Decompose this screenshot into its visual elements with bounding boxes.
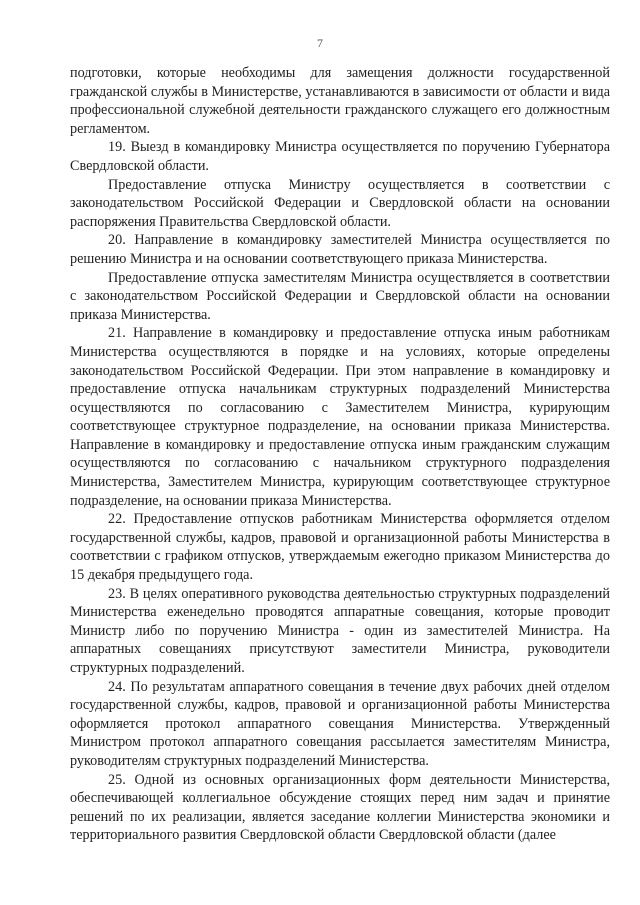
paragraph: Предоставление отпуска заместителям Министра осуществляется в соответствии с законодательством Российской Федерации и Свердловской области на основании приказа Министерства. — [70, 269, 610, 323]
paragraph: 21. Направление в командировку и предоставление отпуска иным работникам Министерства осуществляются в порядке и на условиях, которые определены законодательством Российской Федерации. При этом направление в командировку и предоставление отпуска начальникам структурных подразделений Министерства осуществляются по согласованию с Заместителем Министра, курирующим соответствующее структурное подразделение, на основании приказа Министерства. Направление в командировку и предоставление отпуска иным гражданским служащим осуществляются по согласованию с начальником структурного подразделения Министерства, Заместителем Министра, курирующим соответствующее структурное подразделение, на основании приказа Министерства. — [70, 325, 610, 509]
paragraph: 24. По результатам аппаратного совещания в течение двух рабочих дней отделом государственной службы, кадров, правовой и организационной работы Министерства оформляется протокол аппаратного совещания Министерства. Утвержденный Министром протокол аппаратного совещания рассылается заместителям Министра, руководителям структурных подразделений Министерства. — [70, 678, 610, 769]
paragraph: 25. Одной из основных организационных форм деятельности Министерства, обеспечивающей коллегиальное обсуждение стоящих перед ним задач и принятие решений по их реализации, является заседание коллегии Министерства экономики и территориального развития Свердловской области Свердловской области (далее — [70, 771, 610, 844]
paragraph: 19. Выезд в командировку Министра осуществляется по поручению Губернатора Свердловской области. — [70, 139, 610, 174]
paragraph: подготовки, которые необходимы для замещения должности государственной гражданской службы в Министерстве, устанавливаются в зависимости от области и вида профессиональной служебной деятельности гражданского служащего его должностным регламентом. — [70, 65, 610, 137]
page-number: 7 — [317, 36, 323, 50]
paragraph: 20. Направление в командировку заместителей Министра осуществляется по решению Министра и на основании соответствующего приказа Министерства. — [70, 232, 610, 267]
paragraph: 22. Предоставление отпусков работникам Министерства оформляется отделом государственной службы, кадров, правовой и организационной работы Министерства в соответствии с графиком отпусков, утверждаемым ежегодно приказом Министерства до 15 декабря предыдущего года. — [70, 511, 610, 584]
document-body — [70, 64, 610, 845]
paragraph: 23. В целях оперативного руководства деятельностью структурных подразделений Министерства еженедельно проводятся аппаратные совещания, которые проводит Министр либо по поручению Министра - один из заместителей Министра. На аппаратных совещаниях присутствуют заместители Министра, руководители структурных подразделений. — [70, 585, 610, 676]
paragraph: Предоставление отпуска Министру осуществляется в соответствии с законодательством Российской Федерации и Свердловской области на основании распоряжения Правительства Свердловской области. — [70, 176, 610, 230]
